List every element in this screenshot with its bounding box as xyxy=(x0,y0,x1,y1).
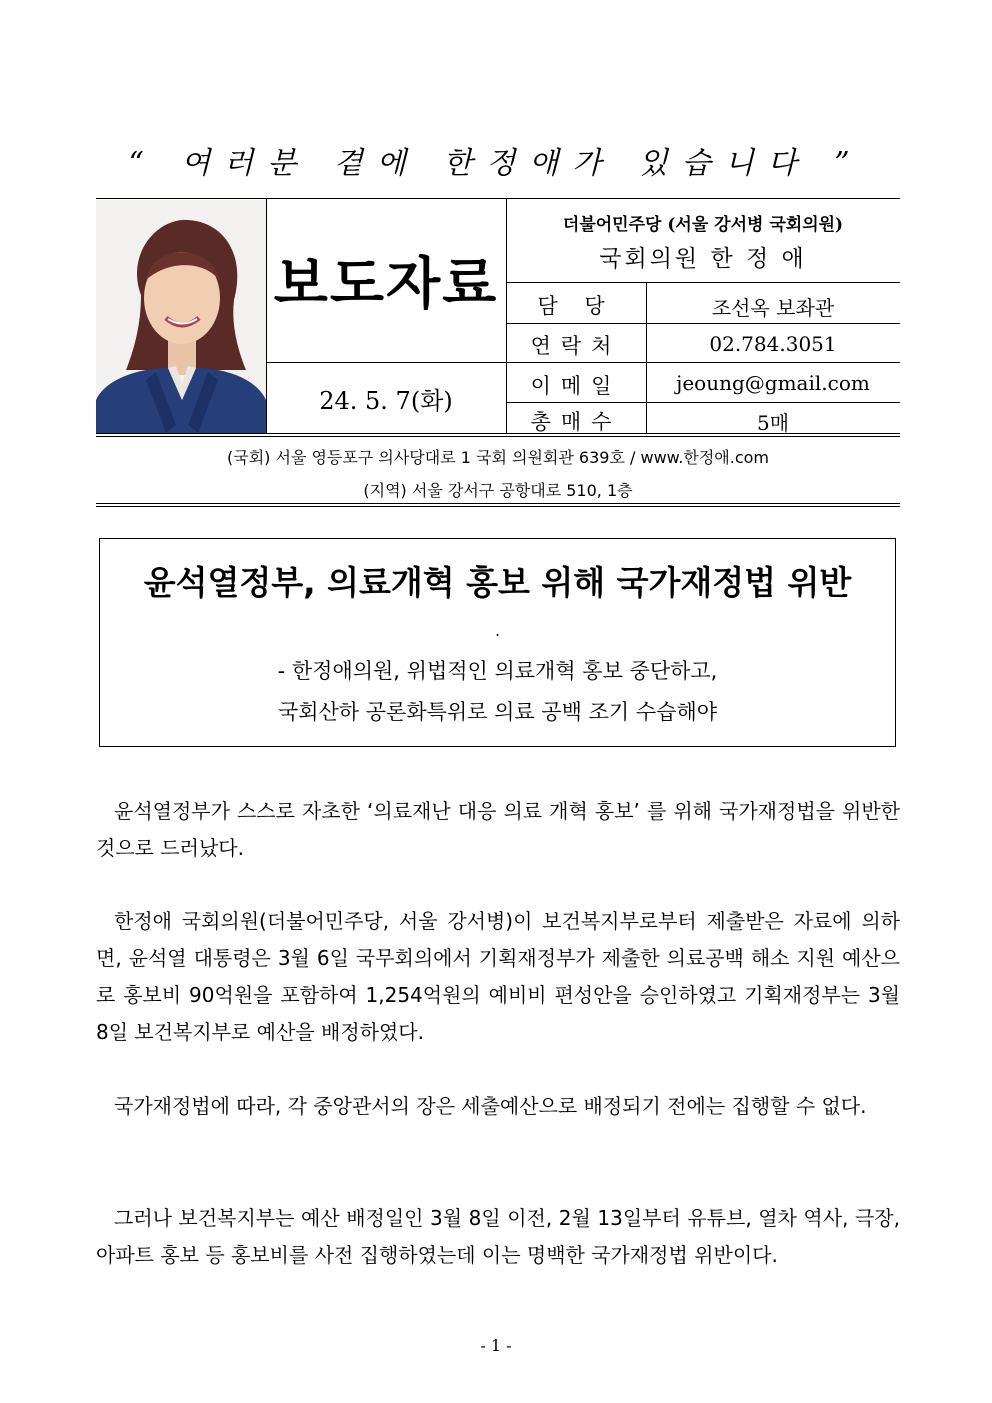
rule-row-1 xyxy=(506,282,900,283)
contact-person-label: 담 당 xyxy=(537,294,615,318)
address-rule-double xyxy=(96,506,900,507)
release-date: 24. 5. 7(화) xyxy=(319,386,453,415)
press-header-table xyxy=(96,198,900,436)
address-rule xyxy=(96,503,900,504)
body-paragraph-4: 그러나 보건복지부는 예산 배정일인 3월 8일 이전, 2월 13일부터 유튜브, 열차 역사, 극장, 아파트 홍보 등 홍보비를 사전 집행하였는데 이는 명백한 국가재정법 위반이다. xyxy=(96,1206,900,1267)
body-paragraph-3: 국가재정법에 따라, 각 중앙관서의 장은 세출예산으로 배정되기 전에는 집행할 수 없다. xyxy=(114,1094,867,1118)
headline-box xyxy=(99,538,896,747)
slogan: “ 여러분 곁에 한정애가 있습니다 ” xyxy=(128,146,864,181)
subheadline-1: - 한정애의원, 위법적인 의료개혁 홍보 중단하고, xyxy=(277,659,718,683)
email-label: 이메일 xyxy=(530,374,622,398)
body-paragraph-1: 윤석열정부가 스스로 자초한 ‘의료재난 대응 의료 개혁 홍보’ 를 위해 국가재정법을 위반한 것으로 드러났다. xyxy=(96,799,900,860)
body-paragraph-2: 한정애 국회의원(더불어민주당, 서울 강서병)이 보건복지부로부터 제출받은 자료에 의하면, 윤석열 대통령은 3월 6일 국무회의에서 기획재정부가 제출한 의료공백 해소 지원 예산으로 홍보비 90억원을 포함하여 1,254억원의 예비비 편성안을 승인하였고 기획재정부는 3월 8일 보건복지부로 예산을 배정하였다. xyxy=(96,909,900,1044)
assembly-address: (국회) 서울 영등포구 의사당대로 1 국회 의원회관 639호 / www.한정애.com xyxy=(227,448,769,467)
party-affiliation: 더불어민주당 (서울 강서병 국회의원) xyxy=(562,215,844,235)
member-name: 국회의원 한 정 애 xyxy=(599,246,807,272)
headline: 윤석열정부, 의료개혁 홍보 위해 국가재정법 위반 xyxy=(143,563,852,602)
rule-bottom-double xyxy=(96,436,900,437)
page-number: - 1 - xyxy=(480,1336,512,1355)
headline-dot: . xyxy=(494,621,501,640)
press-release-title: 보도자료 xyxy=(273,252,499,317)
contact-person-value: 조선옥 보좌관 xyxy=(711,296,835,320)
phone-value: 02.784.3051 xyxy=(709,332,837,356)
rule-row-3 xyxy=(506,362,900,363)
subheadline-2: 국회산하 공론화특위로 의료 공백 조기 수습해야 xyxy=(277,700,718,724)
rule-row-4 xyxy=(506,402,900,403)
page-count-label: 총매수 xyxy=(530,410,622,434)
email-value: jeoung@gmail.com xyxy=(676,371,870,395)
phone-label: 연락처 xyxy=(530,334,622,358)
page-count-value: 5매 xyxy=(756,411,790,435)
member-portrait xyxy=(96,200,266,433)
rule-row-2 xyxy=(506,323,900,324)
local-address: (지역) 서울 강서구 공항대로 510, 1층 xyxy=(363,481,633,500)
